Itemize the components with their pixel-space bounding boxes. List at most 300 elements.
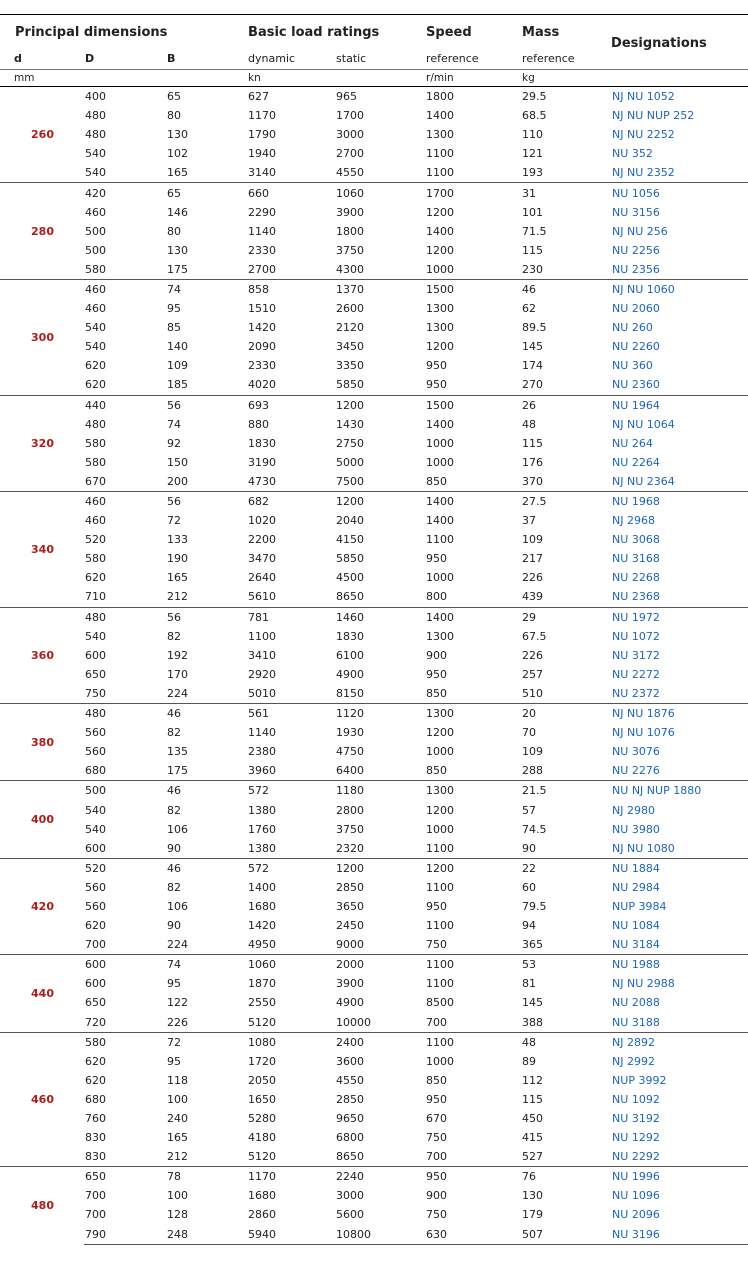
mass-cell: 53 xyxy=(521,955,605,975)
designation-link[interactable]: NU 3196 xyxy=(605,1225,748,1245)
designation-link[interactable]: NU 2984 xyxy=(612,880,660,894)
reference-speed-cell: 700 xyxy=(426,1015,448,1029)
outer-diameter-cell: 620 xyxy=(85,1054,106,1068)
dynamic-load-cell: 1870 xyxy=(248,977,277,991)
table-row xyxy=(0,878,748,897)
width-cell: 118 xyxy=(167,1073,188,1087)
static-load-cell: 1200 xyxy=(335,395,425,415)
mass-cell: 115 xyxy=(522,436,544,450)
designation-link[interactable]: NJ NU 1080 xyxy=(612,841,675,855)
static-load-cell: 965 xyxy=(335,87,425,107)
width-cell: 46 xyxy=(166,781,247,801)
mass-cell: 288 xyxy=(522,764,544,778)
reference-speed-cell: 1300 xyxy=(426,128,455,142)
dynamic-load-cell: 2640 xyxy=(248,571,277,585)
static-load-cell: 2750 xyxy=(336,436,365,450)
table-row xyxy=(0,1052,748,1071)
table-row xyxy=(0,260,748,280)
table-row xyxy=(0,1186,748,1205)
designation-link[interactable]: NU 2256 xyxy=(612,243,660,257)
width-cell: 95 xyxy=(167,1054,181,1068)
dynamic-load-cell: 1170 xyxy=(247,1167,335,1187)
unit-mm: mm xyxy=(0,70,84,87)
designation-link[interactable]: NJ NU 1060 xyxy=(605,279,748,299)
unit-rpm: r/min xyxy=(425,70,521,87)
designation-link[interactable]: NU 2264 xyxy=(612,455,660,469)
mass-cell: 115 xyxy=(522,1092,544,1106)
outer-diameter-cell: 650 xyxy=(85,667,106,681)
dynamic-load-cell: 627 xyxy=(247,87,335,107)
designation-link[interactable]: NU 2260 xyxy=(612,340,660,354)
unit-kg: kg xyxy=(521,70,605,87)
mass-cell: 217 xyxy=(522,552,544,566)
table-row xyxy=(0,974,748,993)
designation-link[interactable]: NU 2276 xyxy=(612,764,660,778)
reference-speed-cell: 1200 xyxy=(426,243,455,257)
reference-speed-cell: 850 xyxy=(426,474,448,488)
designation-link[interactable]: NJ NU NUP 252 xyxy=(612,109,695,123)
outer-diameter-cell: 750 xyxy=(85,686,106,700)
reference-speed-cell: 950 xyxy=(426,667,448,681)
dynamic-load-cell: 1380 xyxy=(248,803,277,817)
bore-diameter-cell: 480 xyxy=(0,1167,84,1244)
designation-link[interactable]: NU 1964 xyxy=(605,395,748,415)
reference-speed-cell: 1400 xyxy=(426,417,455,431)
table-row xyxy=(0,203,748,222)
static-load-cell: 1700 xyxy=(336,109,365,123)
designation-link[interactable]: NU 2356 xyxy=(612,262,660,276)
outer-diameter-cell: 460 xyxy=(84,491,166,511)
table-row xyxy=(0,279,748,299)
width-cell: 150 xyxy=(167,455,188,469)
reference-speed-cell: 850 xyxy=(426,1073,448,1087)
header-col-dynamic: dynamic xyxy=(248,51,296,65)
outer-diameter-cell: 620 xyxy=(85,359,106,373)
outer-diameter-cell: 760 xyxy=(85,1112,106,1126)
bore-diameter-cell: 420 xyxy=(0,858,84,954)
designation-link[interactable]: NU 264 xyxy=(612,436,653,450)
designation-link[interactable]: NU 2272 xyxy=(612,667,660,681)
designation-link[interactable]: NU 1056 xyxy=(605,183,748,203)
static-load-cell: 3000 xyxy=(336,1189,365,1203)
dynamic-load-cell: 3140 xyxy=(248,166,277,180)
header-col-outer-diameter: D xyxy=(85,51,95,65)
mass-cell: 29.5 xyxy=(521,87,605,107)
outer-diameter-cell: 540 xyxy=(85,340,106,354)
header-col-width: B xyxy=(167,51,176,65)
reference-speed-cell: 700 xyxy=(426,1150,448,1164)
width-cell: 135 xyxy=(167,745,188,759)
mass-cell: 62 xyxy=(522,302,537,316)
width-cell: 133 xyxy=(167,533,188,547)
static-load-cell: 1120 xyxy=(335,704,425,724)
width-cell: 185 xyxy=(167,378,188,392)
outer-diameter-cell: 600 xyxy=(84,955,166,975)
width-cell: 190 xyxy=(167,552,188,566)
width-cell: 130 xyxy=(167,243,188,257)
static-load-cell: 1430 xyxy=(336,417,365,431)
table-row xyxy=(0,163,748,183)
mass-cell: 193 xyxy=(522,166,544,180)
outer-diameter-cell: 700 xyxy=(85,1208,106,1222)
reference-speed-cell: 1700 xyxy=(425,183,521,203)
static-load-cell: 10000 xyxy=(336,1015,372,1029)
designation-link[interactable]: NJ NU 2364 xyxy=(612,474,675,488)
header-col-speed-reference: reference xyxy=(426,51,479,65)
dynamic-load-cell: 5610 xyxy=(248,590,277,604)
designation-link[interactable]: NU 3168 xyxy=(612,552,660,566)
reference-speed-cell: 1400 xyxy=(426,109,455,123)
reference-speed-cell: 800 xyxy=(426,590,448,604)
width-cell: 80 xyxy=(167,109,181,123)
static-load-cell: 8650 xyxy=(336,590,365,604)
dynamic-load-cell: 3470 xyxy=(248,552,277,566)
static-load-cell: 1460 xyxy=(335,607,425,627)
designation-link[interactable]: NU 1072 xyxy=(612,629,660,643)
reference-speed-cell: 1300 xyxy=(426,629,455,643)
designation-link[interactable]: NJ NU 1876 xyxy=(605,704,748,724)
outer-diameter-cell: 480 xyxy=(84,607,166,627)
header-mass: Mass xyxy=(521,15,605,48)
mass-cell: 27.5 xyxy=(521,491,605,511)
designation-link[interactable]: NU 3184 xyxy=(612,938,660,952)
width-cell: 82 xyxy=(167,726,181,740)
static-load-cell: 1930 xyxy=(336,726,365,740)
dynamic-load-cell: 5010 xyxy=(248,686,277,700)
dynamic-load-cell: 880 xyxy=(248,417,270,431)
outer-diameter-cell: 580 xyxy=(85,436,106,450)
table-row xyxy=(0,993,748,1012)
mass-cell: 130 xyxy=(522,1189,544,1203)
mass-cell: 57 xyxy=(522,803,537,817)
dynamic-load-cell: 1080 xyxy=(247,1032,335,1052)
static-load-cell: 3750 xyxy=(336,822,365,836)
designation-link[interactable]: NU 1972 xyxy=(605,607,748,627)
table-row xyxy=(0,395,748,415)
designation-link[interactable]: NJ NU 2352 xyxy=(612,166,675,180)
designation-link[interactable]: NU 352 xyxy=(612,147,653,161)
outer-diameter-cell: 480 xyxy=(84,704,166,724)
mass-cell: 179 xyxy=(522,1208,544,1222)
mass-cell: 31 xyxy=(521,183,605,203)
mass-cell: 21.5 xyxy=(521,781,605,801)
width-cell: 106 xyxy=(167,822,188,836)
outer-diameter-cell: 620 xyxy=(85,1073,106,1087)
mass-cell: 145 xyxy=(522,996,544,1010)
dynamic-load-cell: 781 xyxy=(247,607,335,627)
width-cell: 82 xyxy=(167,629,181,643)
static-load-cell: 8650 xyxy=(336,1150,365,1164)
dynamic-load-cell: 2290 xyxy=(248,205,277,219)
static-load-cell: 4150 xyxy=(336,533,365,547)
dynamic-load-cell: 1060 xyxy=(247,955,335,975)
dynamic-load-cell: 1420 xyxy=(248,919,277,933)
designation-link[interactable]: NJ 2892 xyxy=(605,1032,748,1052)
dynamic-load-cell: 1020 xyxy=(248,514,277,528)
width-cell: 224 xyxy=(167,686,188,700)
table-row xyxy=(0,472,748,492)
reference-speed-cell: 1100 xyxy=(426,841,455,855)
reference-speed-cell: 950 xyxy=(425,1167,521,1187)
outer-diameter-cell: 540 xyxy=(85,822,106,836)
mass-cell: 48 xyxy=(521,1032,605,1052)
reference-speed-cell: 850 xyxy=(426,686,448,700)
designation-link[interactable]: NU 1084 xyxy=(612,919,660,933)
designation-link[interactable]: NU 3068 xyxy=(612,533,660,547)
table-row xyxy=(0,1147,748,1167)
dynamic-load-cell: 1830 xyxy=(248,436,277,450)
header-basic-load-ratings: Basic load ratings xyxy=(247,15,425,48)
width-cell: 65 xyxy=(166,87,247,107)
designation-link[interactable]: NU 2060 xyxy=(612,302,660,316)
outer-diameter-cell: 480 xyxy=(85,109,106,123)
outer-diameter-cell: 670 xyxy=(85,474,106,488)
table-row xyxy=(0,530,748,549)
mass-cell: 439 xyxy=(522,590,544,604)
outer-diameter-cell: 460 xyxy=(85,302,106,316)
bore-diameter-cell: 360 xyxy=(0,607,84,703)
reference-speed-cell: 1100 xyxy=(426,533,455,547)
reference-speed-cell: 950 xyxy=(426,1092,448,1106)
outer-diameter-cell: 830 xyxy=(85,1131,106,1145)
static-load-cell: 3750 xyxy=(336,243,365,257)
dynamic-load-cell: 2700 xyxy=(248,262,277,276)
width-cell: 90 xyxy=(167,919,181,933)
reference-speed-cell: 1100 xyxy=(426,166,455,180)
outer-diameter-cell: 680 xyxy=(85,764,106,778)
dynamic-load-cell: 1680 xyxy=(248,899,277,913)
table-row xyxy=(0,897,748,916)
designation-link[interactable]: NU 3188 xyxy=(612,1015,660,1029)
static-load-cell: 1060 xyxy=(335,183,425,203)
width-cell: 85 xyxy=(167,321,181,335)
designation-link[interactable]: NU 360 xyxy=(612,359,653,373)
designation-link[interactable]: NJ NU 2988 xyxy=(612,977,675,991)
mass-cell: 226 xyxy=(522,571,544,585)
static-load-cell: 3000 xyxy=(336,128,365,142)
static-load-cell: 1200 xyxy=(335,491,425,511)
dynamic-load-cell: 3960 xyxy=(248,764,277,778)
width-cell: 78 xyxy=(166,1167,247,1187)
designation-link[interactable]: NJ NU 1052 xyxy=(605,87,748,107)
designation-link[interactable]: NUP 3984 xyxy=(612,899,667,913)
mass-cell: 81 xyxy=(522,977,537,991)
unit-kn: kn xyxy=(247,70,335,87)
designation-link[interactable]: NU 3192 xyxy=(612,1112,660,1126)
designation-link[interactable]: NU 3076 xyxy=(612,745,660,759)
static-load-cell: 2450 xyxy=(336,919,365,933)
designation-link[interactable]: NU 2360 xyxy=(612,378,660,392)
static-load-cell: 2320 xyxy=(336,841,365,855)
static-load-cell: 2040 xyxy=(336,514,365,528)
static-load-cell: 3900 xyxy=(336,205,365,219)
outer-diameter-cell: 480 xyxy=(85,128,106,142)
mass-cell: 37 xyxy=(522,514,537,528)
outer-diameter-cell: 420 xyxy=(84,183,166,203)
width-cell: 56 xyxy=(166,395,247,415)
dynamic-load-cell: 4180 xyxy=(248,1131,277,1145)
static-load-cell: 9650 xyxy=(336,1112,365,1126)
designation-link[interactable]: NU 260 xyxy=(612,321,653,335)
width-cell: 130 xyxy=(167,128,188,142)
reference-speed-cell: 1400 xyxy=(425,607,521,627)
designation-link[interactable]: NU 2372 xyxy=(612,686,660,700)
mass-cell: 70 xyxy=(522,726,537,740)
designation-link[interactable]: NU 1968 xyxy=(605,491,748,511)
designation-link[interactable]: NUP 3992 xyxy=(612,1073,667,1087)
reference-speed-cell: 750 xyxy=(426,1131,448,1145)
mass-cell: 68.5 xyxy=(522,109,547,123)
designation-link[interactable]: NU 1096 xyxy=(612,1189,660,1203)
designation-link[interactable]: NJ NU 2252 xyxy=(612,128,675,142)
outer-diameter-cell: 600 xyxy=(85,648,106,662)
mass-cell: 112 xyxy=(522,1073,544,1087)
mass-cell: 76 xyxy=(521,1167,605,1187)
bore-diameter-cell: 380 xyxy=(0,704,84,781)
table-row xyxy=(0,318,748,337)
width-cell: 72 xyxy=(166,1032,247,1052)
width-cell: 92 xyxy=(167,436,181,450)
designation-link[interactable]: NJ 2992 xyxy=(612,1054,656,1068)
designation-link[interactable]: NU 1988 xyxy=(605,955,748,975)
outer-diameter-cell: 540 xyxy=(85,629,106,643)
outer-diameter-cell: 480 xyxy=(85,417,106,431)
dynamic-load-cell: 1380 xyxy=(248,841,277,855)
mass-cell: 67.5 xyxy=(522,629,547,643)
width-cell: 212 xyxy=(167,1150,188,1164)
designation-link[interactable]: NJ 2968 xyxy=(612,514,656,528)
width-cell: 200 xyxy=(167,474,188,488)
designation-link[interactable]: NU 2088 xyxy=(612,996,660,1010)
designation-link[interactable]: NU 2368 xyxy=(612,590,660,604)
mass-cell: 26 xyxy=(521,395,605,415)
outer-diameter-cell: 560 xyxy=(85,745,106,759)
table-row xyxy=(0,955,748,975)
width-cell: 140 xyxy=(167,340,188,354)
designation-link[interactable]: NU 3156 xyxy=(612,205,660,219)
reference-speed-cell: 1000 xyxy=(426,455,455,469)
width-cell: 175 xyxy=(167,764,188,778)
width-cell: 122 xyxy=(167,996,188,1010)
reference-speed-cell: 950 xyxy=(426,552,448,566)
outer-diameter-cell: 500 xyxy=(85,243,106,257)
dynamic-load-cell: 2050 xyxy=(248,1073,277,1087)
designation-link[interactable]: NU 2268 xyxy=(612,571,660,585)
table-row xyxy=(0,222,748,241)
dynamic-load-cell: 858 xyxy=(247,279,335,299)
designation-link[interactable]: NU 2292 xyxy=(612,1150,660,1164)
reference-speed-cell: 1500 xyxy=(425,279,521,299)
static-load-cell: 3350 xyxy=(336,359,365,373)
table-row xyxy=(0,375,748,395)
static-load-cell: 5850 xyxy=(336,552,365,566)
reference-speed-cell: 950 xyxy=(426,378,448,392)
dynamic-load-cell: 5120 xyxy=(248,1015,277,1029)
reference-speed-cell: 1200 xyxy=(426,726,455,740)
designation-link[interactable]: NU 3980 xyxy=(612,822,660,836)
reference-speed-cell: 1800 xyxy=(425,87,521,107)
static-load-cell: 2120 xyxy=(336,321,365,335)
designation-link[interactable]: NJ 2980 xyxy=(612,803,656,817)
mass-cell: 94 xyxy=(522,919,537,933)
mass-cell: 415 xyxy=(522,1131,544,1145)
reference-speed-cell: 1000 xyxy=(426,822,455,836)
table-row xyxy=(0,356,748,375)
table-row xyxy=(0,144,748,163)
reference-speed-cell: 1200 xyxy=(426,340,455,354)
mass-cell: 370 xyxy=(522,474,544,488)
table-row xyxy=(0,627,748,646)
width-cell: 226 xyxy=(167,1015,188,1029)
designation-link[interactable]: NU 1092 xyxy=(612,1092,660,1106)
table-row xyxy=(0,106,748,125)
width-cell: 192 xyxy=(167,648,188,662)
table-row xyxy=(0,646,748,665)
outer-diameter-cell: 460 xyxy=(85,514,106,528)
dynamic-load-cell: 5120 xyxy=(248,1150,277,1164)
designation-link[interactable]: NU 1884 xyxy=(605,858,748,878)
outer-diameter-cell: 580 xyxy=(85,552,106,566)
designation-link[interactable]: NJ NU 256 xyxy=(612,224,668,238)
static-load-cell: 1800 xyxy=(336,224,365,238)
header-col-d: d xyxy=(14,51,22,65)
mass-cell: 226 xyxy=(522,648,544,662)
designation-link[interactable]: NU 1996 xyxy=(605,1167,748,1187)
reference-speed-cell: 1300 xyxy=(425,704,521,724)
designation-link[interactable]: NU 1292 xyxy=(612,1131,660,1145)
dynamic-load-cell: 1650 xyxy=(248,1092,277,1106)
width-cell: 170 xyxy=(167,667,188,681)
width-cell: 109 xyxy=(167,359,188,373)
designation-link[interactable]: NU NJ NUP 1880 xyxy=(605,781,748,801)
outer-diameter-cell: 790 xyxy=(84,1225,166,1245)
bore-diameter-cell: 400 xyxy=(0,781,84,858)
designation-link[interactable]: NJ NU 1076 xyxy=(612,726,675,740)
table-row xyxy=(0,491,748,511)
static-load-cell: 1180 xyxy=(335,781,425,801)
reference-speed-cell: 900 xyxy=(426,1189,448,1203)
dynamic-load-cell: 2200 xyxy=(248,533,277,547)
designation-link[interactable]: NU 2096 xyxy=(612,1208,660,1222)
width-cell: 224 xyxy=(167,938,188,952)
table-row xyxy=(0,820,748,839)
table-row xyxy=(0,1090,748,1109)
dynamic-load-cell: 3410 xyxy=(248,648,277,662)
mass-cell: 89.5 xyxy=(522,321,547,335)
outer-diameter-cell: 540 xyxy=(85,803,106,817)
designation-link[interactable]: NU 3172 xyxy=(612,648,660,662)
outer-diameter-cell: 460 xyxy=(85,205,106,219)
mass-cell: 74.5 xyxy=(522,822,547,836)
mass-cell: 29 xyxy=(521,607,605,627)
outer-diameter-cell: 620 xyxy=(85,378,106,392)
table-row xyxy=(0,587,748,607)
reference-speed-cell: 1100 xyxy=(426,977,455,991)
reference-speed-cell: 8500 xyxy=(426,996,455,1010)
designation-link[interactable]: NJ NU 1064 xyxy=(612,417,675,431)
static-load-cell: 9000 xyxy=(336,938,365,952)
static-load-cell: 2240 xyxy=(335,1167,425,1187)
dynamic-load-cell: 2330 xyxy=(248,359,277,373)
static-load-cell: 7500 xyxy=(336,474,365,488)
dynamic-load-cell: 1140 xyxy=(248,726,277,740)
width-cell: 165 xyxy=(167,571,188,585)
static-load-cell: 4300 xyxy=(336,262,365,276)
width-cell: 80 xyxy=(167,224,181,238)
width-cell: 46 xyxy=(166,858,247,878)
mass-cell: 176 xyxy=(522,455,544,469)
width-cell: 165 xyxy=(167,1131,188,1145)
